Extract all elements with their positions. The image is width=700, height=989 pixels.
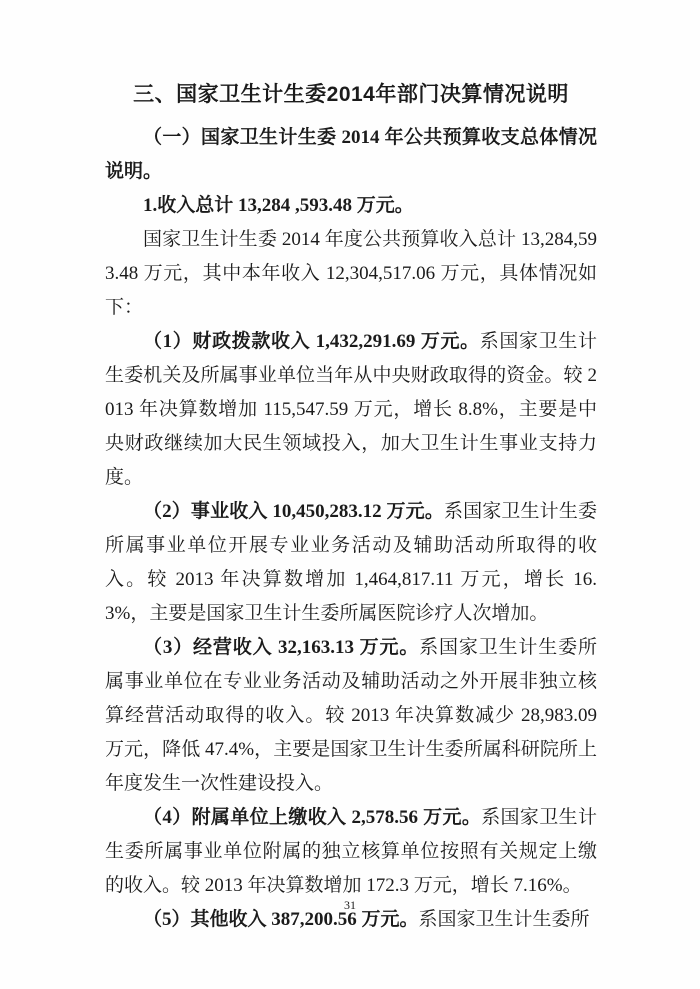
paragraph-item-2-operating-income (105, 495, 597, 631)
text-segment-heading: （2）事业收入 10,450,283.12 万元。 (143, 501, 444, 522)
text-segment-heading: （4）附属单位上缴收入 2,578.56 万元。 (143, 807, 482, 828)
paragraph-item-3-business-income (105, 631, 597, 801)
text-segment: （一）国家卫生计生委 2014 年公共预算收支总体情况说明。 (105, 127, 597, 182)
text-segment: 系国家卫生计生委机关及所属事业单位当年从中央财政取得的资金。较 2013 年决算数增加 115,547.59 万元，增长 8.8%，主要是中央财政继续加大民生领域投入，加大卫生计生事业支持力度。 (105, 331, 597, 488)
paragraph-income-total (105, 189, 597, 223)
text-segment-heading: （1）财政拨款收入 1,432,291.69 万元。 (143, 331, 480, 352)
text-segment: 1.收入总计 13,284 ,593.48 万元。 (143, 195, 414, 216)
text-segment: 系国家卫生计生委所属事业单位在专业业务活动及辅助活动之外开展非独立核算经营活动取得的收入。较 2013 年决算数减少 28,983.09 万元，降低 47.4%，主要是国家卫生计生委所属科研院所上年度发生一次性建设投入。 (105, 637, 597, 794)
text-segment-heading: （5）其他收入 387,200.56 万元。 (143, 909, 419, 930)
document-body (105, 121, 597, 937)
text-segment: 系国家卫生计生委所 (418, 909, 590, 930)
text-segment: 系国家卫生计生委所属事业单位开展专业业务活动及辅助活动所取得的收入。较 2013 年决算数增加 1,464,817.11 万元，增长 16.3%，主要是国家卫生计生委所属医院诊疗人次增加。 (105, 501, 597, 624)
paragraph-item-1-fiscal-appropriation (105, 325, 597, 495)
page-number: 31 (344, 898, 356, 912)
paragraph-section-heading (105, 121, 597, 189)
paragraph-income-overview (105, 223, 597, 325)
paragraph-item-4-subsidiary-remittance (105, 801, 597, 903)
text-segment-heading: （3）经营收入 32,163.13 万元。 (143, 637, 420, 658)
page-title: 三、国家卫生计生委2014年部门决算情况说明 (133, 83, 569, 106)
text-segment: 国家卫生计生委 2014 年度公共预算收入总计 13,284,593.48 万元，其中本年收入 12,304,517.06 万元，具体情况如下： (105, 229, 597, 318)
text-segment: 系国家卫生计生委所属事业单位附属的独立核算单位按照有关规定上缴的收入。较 2013 年决算数增加 172.3 万元，增长 7.16%。 (105, 807, 597, 896)
